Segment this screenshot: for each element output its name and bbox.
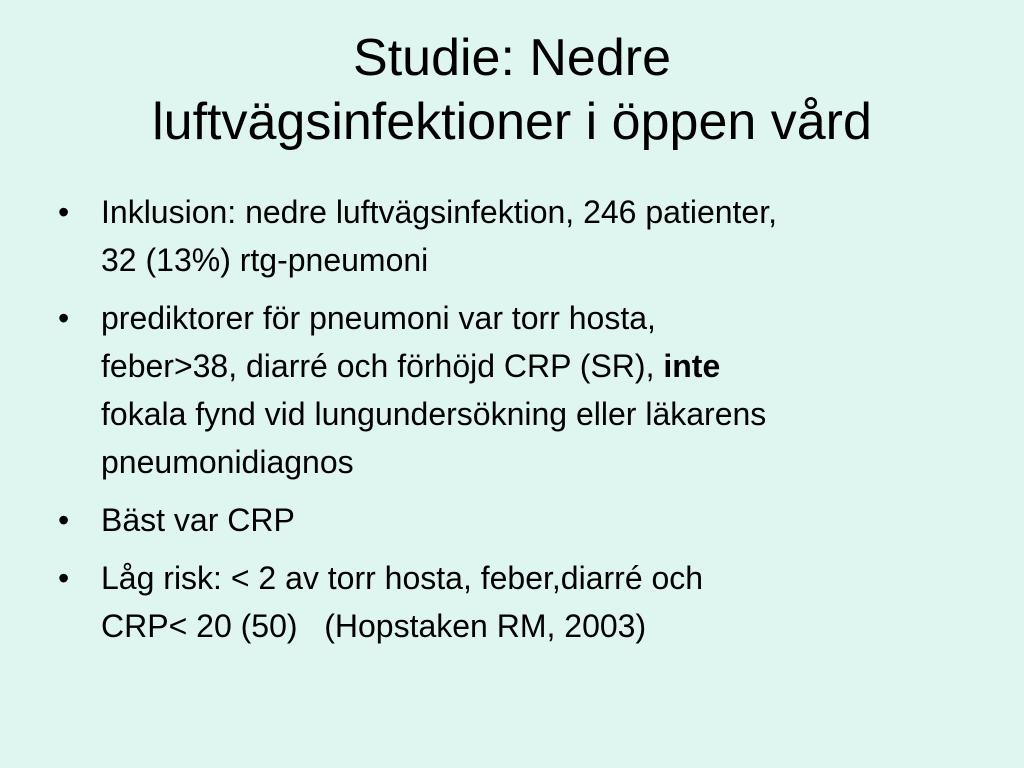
bullet-icon: • [58,560,70,596]
bullet-4-line-2 [101,602,976,650]
bullet-4-citation: (Hopstaken RM, 2003) [324,608,647,644]
bullet-2-line-4: pneumonidiagnos [101,444,354,480]
bullet-item-inclusion [56,188,976,284]
slide-title-line-1: Studie: Nedre [353,29,671,87]
bullet-list [56,188,976,660]
bullet-2-line-1: prediktorer för pneumoni var torr hosta, [101,300,656,336]
slide-title [40,26,984,154]
bullet-item-predictors [56,294,976,486]
bullet-3-line-1: Bäst var CRP [101,502,295,538]
slide-title-line-2: luftvägsinfektioner i öppen vård [152,93,872,151]
bullet-item-best [56,496,976,544]
bullet-4-line-1: Låg risk: < 2 av torr hosta, feber,diarré och [101,560,704,596]
bullet-1-line-2: 32 (13%) rtg-pneumoni [101,242,429,278]
bullet-icon: • [58,502,70,538]
bullet-1-line-1: Inklusion: nedre luftvägsinfektion, 246 patienter, [101,194,777,230]
bullet-2-line-2 [101,342,976,390]
bullet-2-emphasis-inte: inte [663,348,721,384]
bullet-item-low-risk [56,554,976,650]
bullet-2-line-3: fokala fynd vid lungundersökning eller läkarens [101,396,767,432]
bullet-icon: • [58,194,70,230]
bullet-2-line-2-text: feber>38, diarré och förhöjd CRP (SR), [101,348,664,384]
bullet-icon: • [58,300,70,336]
bullet-4-criteria: CRP< 20 (50) [101,608,298,644]
